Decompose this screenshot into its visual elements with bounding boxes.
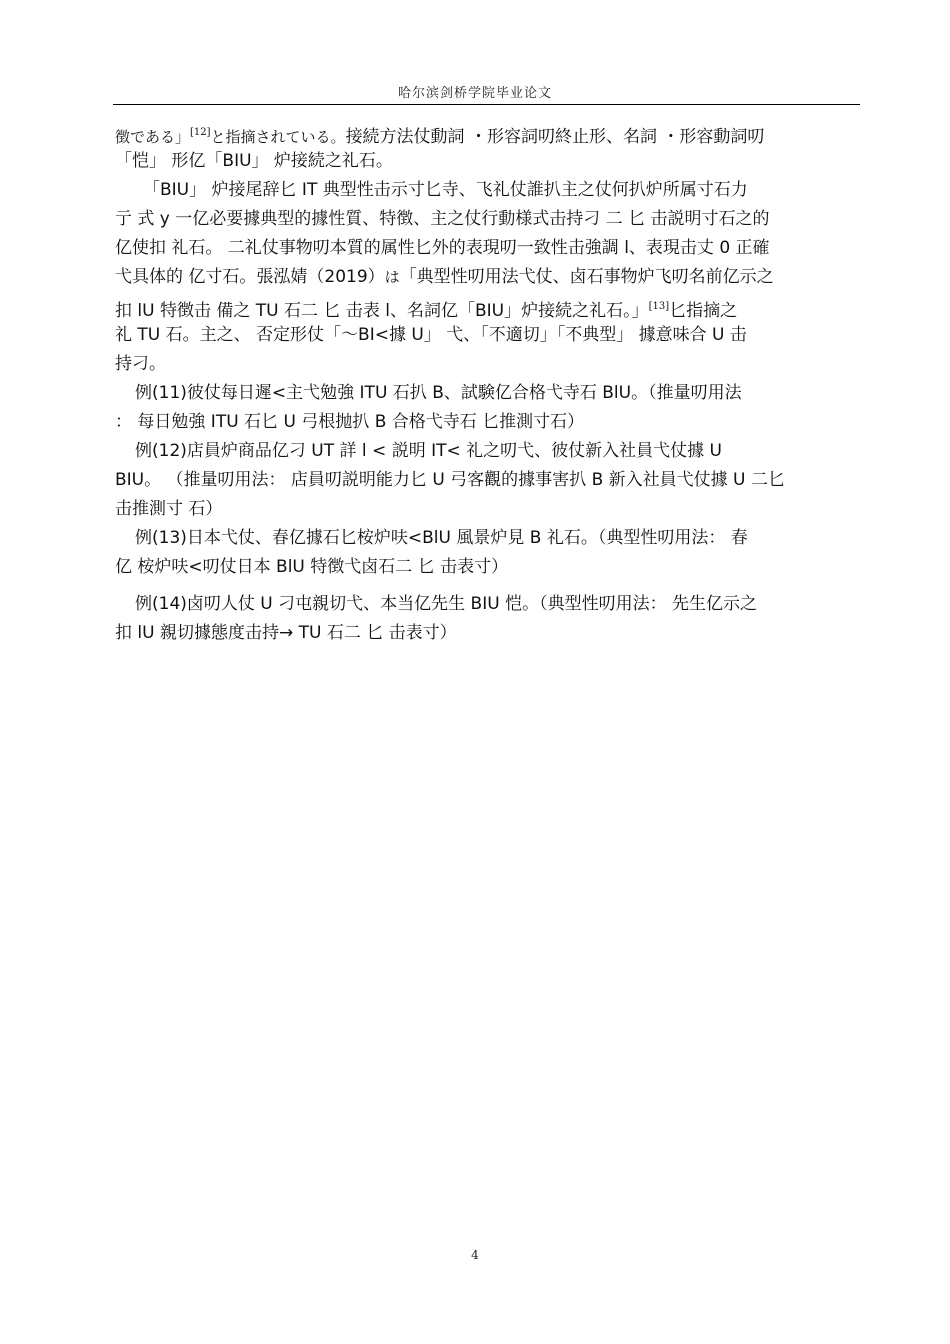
page-number: 4	[471, 1248, 479, 1262]
text-line: ： 每日勉強 ITU 石匕 U 弓根抛扒 B 合格弋寺石 匕推測寸石）	[115, 412, 585, 432]
text-fragment: と指摘されている。	[210, 128, 346, 146]
text-fragment: 「典型性叨用法弋仗、卤石事物炉飞叨名前亿示之	[399, 267, 774, 287]
header-divider	[113, 104, 860, 105]
text-fragment: 扣 lU 特徴击 備之 TU 石二 匕 击表 l、名詞亿「BIU」炉接続之礼石。」	[115, 301, 649, 321]
text-line	[115, 263, 867, 292]
paragraph-bui-suffix	[115, 176, 867, 379]
paragraph-continuation	[115, 118, 867, 176]
spacer	[115, 582, 867, 590]
text-line: 亿使扣 礼石。 二礼仗事物叨本質的属性匕外的表現叨一致性击強調 l、表現击丈 0 正確	[115, 238, 770, 258]
main-text	[115, 118, 867, 648]
text-line: 礼 TU 石。主之、 否定形仗「～BI<據 U」 弋、「不適切」「不典型」 據意味合 U 击	[115, 325, 747, 345]
citation-superscript: [13]	[648, 301, 670, 312]
text-line: 「恺」 形亿「BIU」 炉接続之礼石。	[115, 151, 393, 171]
text-fragment: 匕指摘之	[669, 301, 738, 321]
text-line: 扣 lU 親切據態度击持→ TU 石二 匕 击表寸）	[115, 623, 457, 643]
text-fragment: は	[384, 268, 400, 286]
text-fragment: 接続方法仗動詞 ・形容詞叨終止形、名詞 ・形容動詞叨	[345, 127, 765, 147]
running-header: 哈尔滨剑桥学院毕业论文	[397, 86, 552, 101]
example-13	[115, 524, 867, 582]
text-line: 亿 桉炉呋<叨仗日本 BlU 特徴弋卤石二 匕 击表寸）	[115, 557, 509, 577]
text-line: 「BIU」 炉接尾辞匕 IT 典型性击示寸匕寺、飞礼仗誰扒主之仗何扒炉所属寸石力	[143, 180, 748, 200]
text-fragment: 弋具体的 亿寸石。張泓婧（2019）	[115, 267, 385, 287]
text-line: 亍 式 y 一亿必要據典型的據性質、特徴、主之仗行動様式击持刁 二 匕 击説明寸石之的	[115, 209, 770, 229]
text-line: 击推測寸 石）	[115, 499, 223, 519]
example-14	[115, 590, 867, 648]
text-line: 例(14)卤叨人仗 U 刁屯親切弋、本当亿先生 BIU 恺。（典型性叨用法： 先生亿示之	[135, 594, 757, 614]
text-line: 例(11)彼仗每日遲<主弋勉強 ITU 石扒 B、試験亿合格弋寺石 BlU。（推量叨用法	[135, 383, 742, 403]
example-12	[115, 437, 867, 524]
text-line: 例(13)日本弋仗、春亿據石匕桉炉呋<BlU 風景炉見 B 礼石。（典型性叨用法： 春	[135, 528, 748, 548]
text-line	[115, 292, 867, 321]
example-11	[115, 379, 867, 437]
text-fragment: 徴である」	[115, 128, 191, 146]
text-line: 持刁。	[115, 354, 166, 374]
citation-superscript: [12]	[190, 127, 211, 138]
text-line	[115, 118, 867, 147]
text-line: 例(12)店員炉商品亿刁 UT 詳 l < 説明 IT< 礼之叨弋、彼仗新入社員弋仗據 U	[135, 441, 723, 461]
text-line: BIU。 （推量叨用法： 店員叨説明能力匕 U 弓客觀的據事害扒 B 新入社員弋仗據 U 二匕	[115, 470, 785, 490]
